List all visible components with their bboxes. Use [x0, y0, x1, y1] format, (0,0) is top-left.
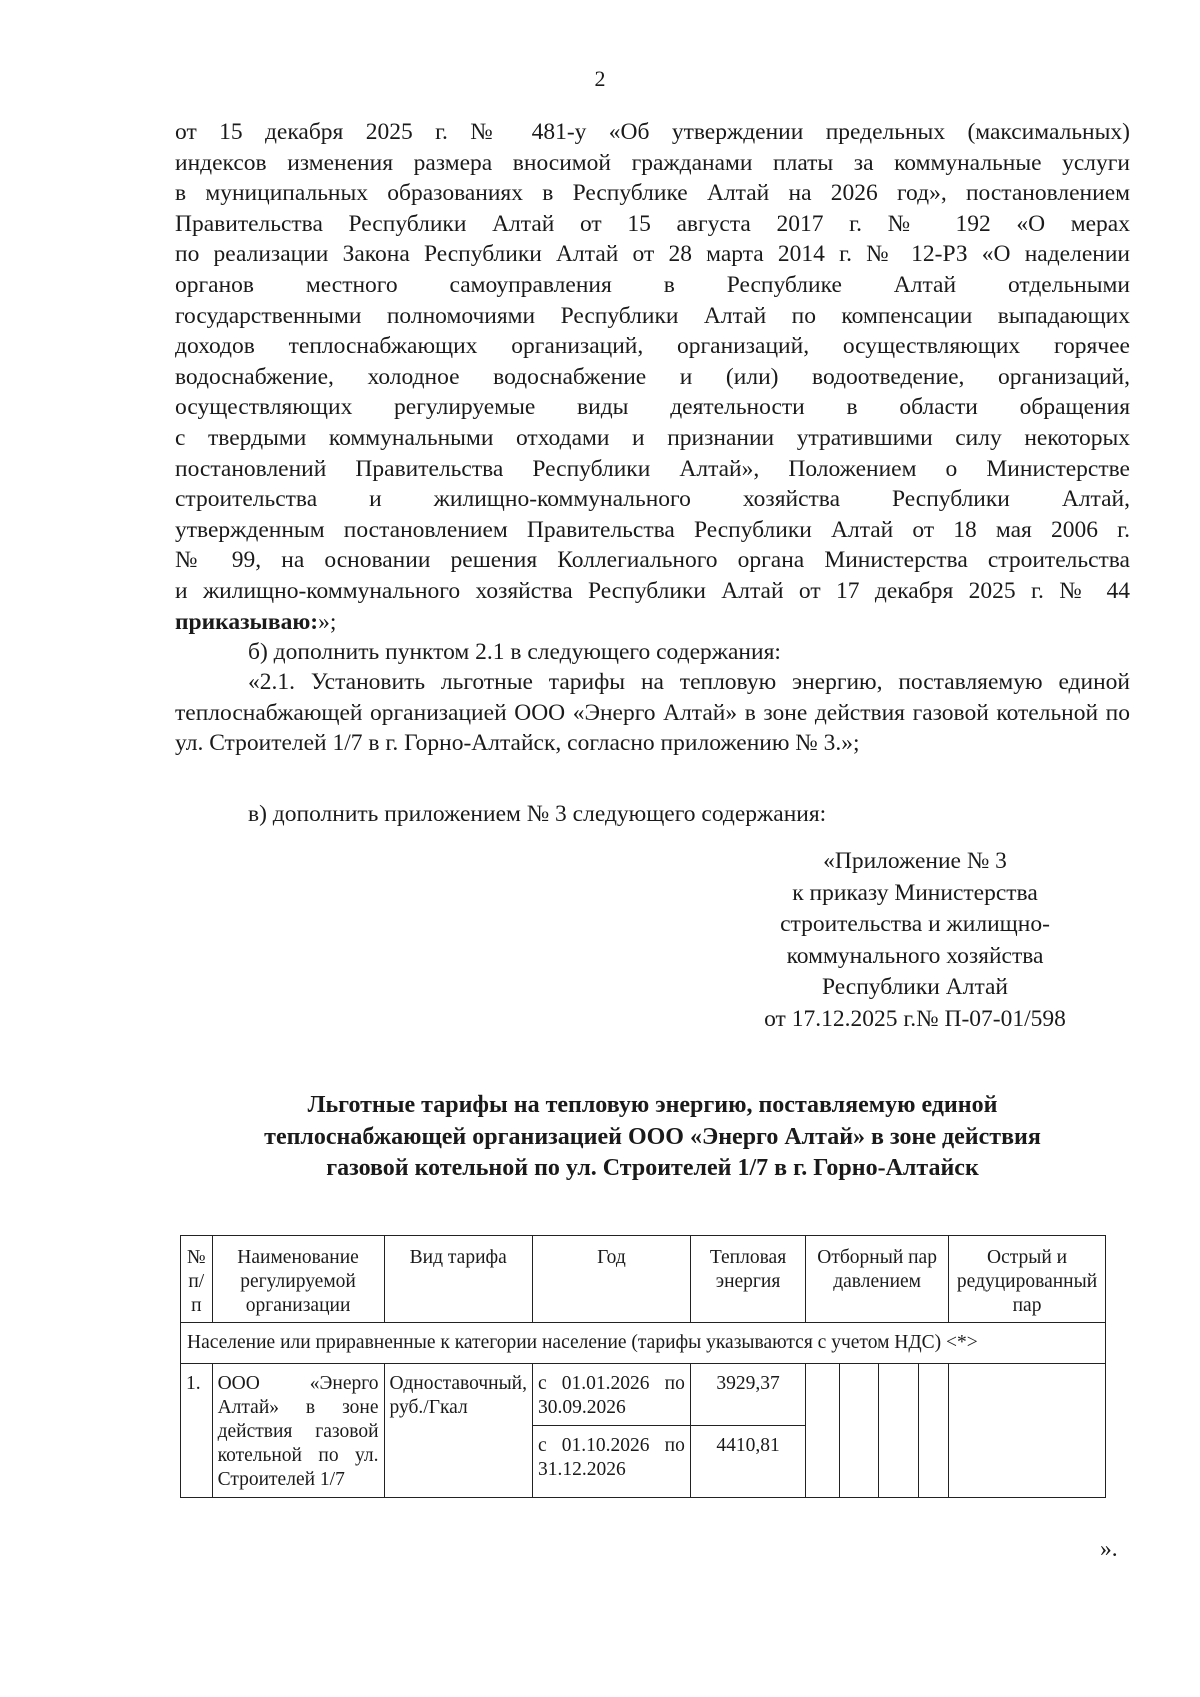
preamble-line: осуществляющих регулируемые виды деятельности в области обращения — [175, 394, 1130, 421]
order-word: приказываю: — [175, 608, 319, 635]
preamble-line: государственными полномочиями Республики Алтай по компенсации выпадающих — [175, 302, 1130, 329]
title-line: теплоснабжающей организацией ООО «Энерго Алтай» в зоне действия — [264, 1123, 1041, 1150]
preamble-line: утвержденным постановлением Правительства Республики Алтай от 18 мая 2006 г. — [175, 516, 1130, 543]
empty-cell — [918, 1364, 948, 1498]
annex-line: Республики Алтай — [821, 974, 1009, 1000]
preamble-line: и жилищно-коммунального хозяйства Республики Алтай от 17 декабря 2025 г. № 44 — [175, 577, 1130, 604]
order-tail: »; — [318, 608, 337, 635]
preamble-line: постановлений Правительства Республики Алтай», Положением о Министерстве — [175, 455, 1130, 482]
order-line — [175, 607, 1130, 638]
row-period: с 01.10.2026 по 31.12.2026 — [532, 1426, 690, 1498]
table-row — [181, 1364, 1106, 1426]
header-heat: Тепловая энергия — [690, 1236, 805, 1323]
preamble-line: № 99, на основании решения Коллегиального органа Министерства строительства — [175, 547, 1130, 574]
row-kind: Одноставочный, руб./Гкал — [384, 1364, 532, 1498]
header-steam-selected: Отборный пар давлением — [806, 1236, 949, 1323]
title-line: газовой котельной по ул. Строителей 1/7 в г. Горно-Алтайск — [326, 1155, 979, 1181]
annex-header — [720, 846, 1110, 1035]
preamble-text — [175, 117, 1130, 637]
row-period: с 01.01.2026 по 30.09.2026 — [532, 1364, 690, 1426]
page-number: 2 — [594, 66, 606, 91]
tariff-table — [180, 1235, 1106, 1498]
header-year: Год — [532, 1236, 690, 1323]
preamble-line: доходов теплоснабжающих организаций, организаций, осуществляющих горячее — [175, 333, 1130, 360]
preamble-line: строительства и жилищно-коммунального хозяйства Республики Алтай, — [175, 486, 1130, 513]
preamble-line: индексов изменения размера вносимой гражданами платы за коммунальные услуги — [175, 149, 1130, 176]
closing-quote: ». — [1100, 1536, 1118, 1562]
preamble-line: водоснабжение, холодное водоснабжение и (или) водоотведение, организаций, — [175, 363, 1130, 390]
row-heat-value: 3929,37 — [690, 1364, 805, 1426]
annex-line: к приказу Министерства — [792, 879, 1038, 906]
item-b: б) дополнить пунктом 2.1 в следующего содержания: — [248, 639, 781, 665]
row-num: 1. — [181, 1364, 213, 1498]
empty-cell — [879, 1364, 918, 1498]
category-cell: Население или приравненные к категории население (тарифы указываются с учетом НДС) <*> — [181, 1323, 1106, 1364]
preamble-line: по реализации Закона Республики Алтай от 28 марта 2014 г. № 12-РЗ «О наделении — [175, 241, 1130, 268]
category-row — [181, 1323, 1106, 1364]
empty-cell — [840, 1364, 879, 1498]
preamble-line: от 15 декабря 2025 г. № 481-у «Об утверждении предельных (максимальных) — [175, 119, 1130, 145]
header-kind: Вид тарифа — [384, 1236, 532, 1323]
empty-cell — [949, 1364, 1106, 1498]
table-title — [175, 1090, 1130, 1185]
preamble-line: в муниципальных образованиях в Республике Алтай на 2026 год», постановлением — [175, 180, 1130, 207]
row-org: ООО «Энерго Алтай» в зоне действия газовой котельной по ул. Строителей 1/7 — [212, 1364, 384, 1498]
header-num: № п/п — [181, 1236, 213, 1323]
empty-cell — [806, 1364, 840, 1498]
annex-line: строительства и жилищно- — [780, 911, 1050, 937]
title-line: Льготные тарифы на тепловую энергию, поставляемую единой — [307, 1092, 998, 1118]
row-heat-value: 4410,81 — [690, 1426, 805, 1498]
annex-line: от 17.12.2025 г.№ П-07-01/598 — [764, 1005, 1066, 1032]
annex-line: «Приложение № 3 — [823, 848, 1007, 874]
header-steam-sharp: Острый и редуцированный пар — [949, 1236, 1106, 1323]
preamble-line: Правительства Республики Алтай от 15 августа 2017 г. № 192 «О мерах — [175, 210, 1130, 237]
preamble-line: с твердыми коммунальными отходами и признании утратившими силу некоторых — [175, 424, 1130, 451]
preamble-line: органов местного самоуправления в Республике Алтай отдельными — [175, 271, 1130, 298]
item-2-1: «2.1. Установить льготные тарифы на тепловую энергию, поставляемую единой теплоснабжающей организацией ООО «Энерго Алтай» в зоне действия газовой котельной по ул. Строителей 1/7 в г. Горно-Алтайск, согласно приложению № 3.»; — [175, 669, 1130, 757]
header-org: Наименование регулируемой организации — [212, 1236, 384, 1323]
table-header-row — [181, 1236, 1106, 1323]
item-v: в) дополнить приложением № 3 следующего содержания: — [248, 801, 827, 827]
annex-line: коммунального хозяйства — [786, 942, 1044, 969]
